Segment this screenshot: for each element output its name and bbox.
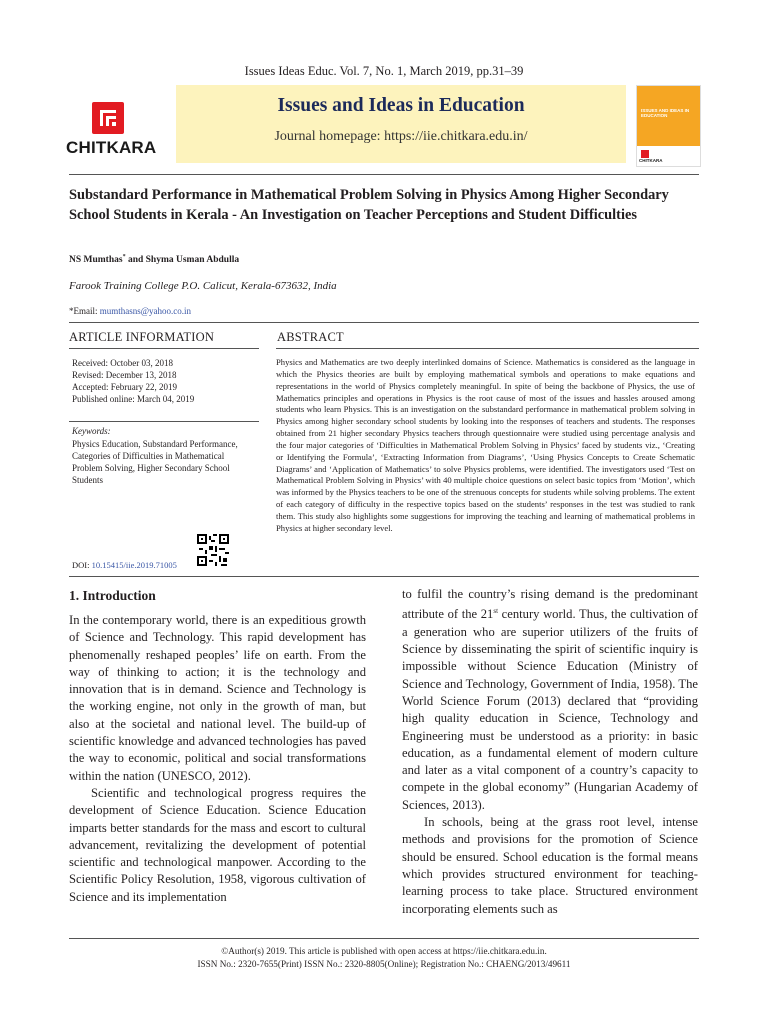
revised-date: Revised: December 13, 2018 — [72, 370, 177, 380]
journal-homepage-link[interactable]: Journal homepage: https://iie.chitkara.edu.in/ — [274, 129, 528, 144]
logo-text: CHITKARA — [66, 138, 157, 157]
email-label: *Email: — [69, 306, 100, 316]
cover-footer — [637, 146, 700, 166]
journal-citation: Issues Ideas Educ. Vol. 7, No. 1, March 2019, pp.31–39 — [244, 64, 524, 78]
paragraph: In schools, being at the grass root level, intense methods and provisions for the promotion of Science should be ensured. School education is the formal means which provides structured environment for teaching-learning process to take place. Structured environment incorporating elements such as — [402, 815, 698, 916]
doi-line — [72, 560, 177, 570]
divider — [69, 576, 699, 577]
divider — [276, 348, 699, 349]
chitkara-logo-icon — [92, 102, 124, 134]
journal-cover-thumbnail — [636, 85, 701, 167]
paragraph — [402, 586, 698, 814]
cover-title: ISSUES AND IDEAS IN EDUCATION — [641, 108, 690, 118]
doi-link[interactable]: 10.15415/iie.2019.71005 — [91, 560, 177, 570]
divider — [69, 938, 699, 939]
journal-banner — [176, 85, 626, 163]
email-link[interactable]: mumthasns@yahoo.co.in — [99, 306, 192, 316]
abstract-text: Physics and Mathematics are two deeply interlinked domains of Science. Mathematics is considered as the language in which the Physics theories are built by employing mathematical symbols and operations to make equations and representations in the world of Physics completely meaningful. In spite of being the backbone of Physics, the use of Mathematics principles and operations in Physics is the root cause of most of the issues and hassles aroused among students who learn Physics. This is an investigation on the substandard performance in mathematical problem solving in Physics among higher secondary school students by looking into the responses of teachers and students. The responses obtained from 21 higher secondary Physics teachers through questionnaire were studied using percentage analysis and the four major categories of ‘Difficulties in Mathematical Problem Solving in Physics’ faced by students viz., ‘Creating or Identifying the Formula’, ‘Extracting Information from Diagrams’, ‘Using Physics Concepts to Create Schematic Diagrams’ and ‘Application of Mathematics’ to solve Physics problems, were identified. The investigators used ‘Test on Mathematical Problem Solving in Physics’ with 40 multiple choice questions on select basic topics from ‘Motion’, which was informed by the Physics teachers to be one of the strenuous concepts for students while solving problems. The extent of each category of difficulty in the respective topics based on the students’ responses in the test was studied to rank them. This study also highlights some suggestions for improving the teaching and learning of mathematical problems in Physics at higher secondary level. — [276, 357, 695, 533]
publisher-logo — [66, 102, 157, 158]
corresponding-mark: * — [122, 254, 126, 260]
cover-logo-text: CHITKARA — [639, 158, 663, 163]
cover-logo-icon — [641, 150, 649, 158]
article-title: Substandard Performance in Mathematical Problem Solving in Physics Among Higher Secondary School Students in Kerala - An Investigation on Teacher Perceptions and Student Difficulties — [69, 187, 669, 223]
published-date: Published online: March 04, 2019 — [72, 394, 195, 404]
qr-code-icon[interactable] — [197, 534, 229, 566]
article-info-heading: ARTICLE INFORMATION — [69, 330, 215, 344]
divider — [69, 421, 259, 422]
body-column-left — [69, 612, 366, 906]
ordinal-suffix: st — [493, 607, 499, 616]
abstract-heading: ABSTRACT — [277, 330, 344, 344]
body-column-right — [402, 586, 698, 918]
received-date: Received: October 03, 2018 — [72, 358, 173, 368]
page-footer — [0, 945, 768, 971]
divider — [69, 174, 699, 175]
email-line — [69, 306, 191, 316]
accepted-date: Accepted: February 22, 2019 — [72, 382, 177, 392]
author-main: NS Mumthas — [69, 255, 123, 266]
affiliation: Farook Training College P.O. Calicut, Kerala-673632, India — [69, 280, 337, 292]
paragraph-text: to fulfil the country’s rising demand is the predominant attribute of the 21 — [402, 587, 698, 622]
section-heading: 1. Introduction — [69, 588, 156, 603]
paragraph: Scientific and technological progress requires the development of Science Education. Science Education imparts better standards for the mass and escort to cultural advancement, revitalizing the development of potential scientific and technological manpower. According to the Scientific Policy Resolution, 1958, vigorous cultivation of Science and its implementation — [69, 785, 366, 904]
authors — [69, 254, 239, 265]
paragraph: In the contemporary world, there is an expeditious growth of Science and Technology. This rapid development has phenomenally reshaped peoples’ life on earth. From the way of thinking to action; it is the technology and innovation that is in demand. Science and Technology is the working engine, not only in the growth of man, but also at the societal and national level. The build-up of scientific knowledge and advanced technologies has paved the way to economic, political and social transformations within the nation (UNESCO, 2012). — [69, 613, 366, 783]
journal-title: Issues and Ideas in Education — [277, 95, 525, 116]
copyright-line: ©Author(s) 2019. This article is published with open access at https://iie.chitkara.edu.in. — [221, 946, 547, 956]
keywords-label: Keywords: — [72, 426, 111, 436]
divider — [69, 322, 699, 323]
issn-line: ISSN No.: 2320-7655(Print) ISSN No.: 2320-8805(Online); Registration No.: CHAENG/2013/49611 — [197, 959, 571, 969]
paragraph-text: century world. Thus, the cultivation of a generation who are superior utilizers of the fruits of Science by disseminating the spirit of scientific inquiry is impossible without Science Education (Ministry of Science and Technology, Government of India, 1958). The World Science Forum (2013) declared that “providing high quality education in Science, Technology and Engineering must be understood as a priority: in basic education, as a fundamental element of modern culture and later as a vital component of a country’s capacity to compete in the global economy” (Hungarian Academy of Sciences, 2013). — [402, 607, 698, 812]
article-dates — [72, 357, 194, 405]
doi-label: DOI: — [72, 560, 92, 570]
keywords: Physics Education, Substandard Performance, Categories of Difficulties in Mathematical Problem Solving, Higher Secondary School Students — [72, 439, 238, 485]
author-rest: and Shyma Usman Abdulla — [125, 255, 240, 266]
divider — [69, 348, 259, 349]
